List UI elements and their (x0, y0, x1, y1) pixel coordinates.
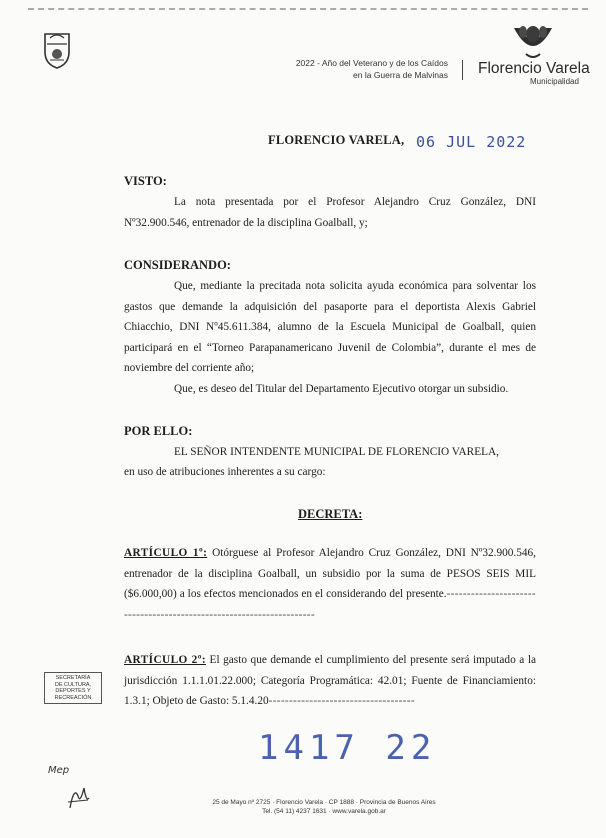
visto-text: La nota presentada por el Profesor Alejandro Cruz González, DNI Nº32.900.546, entrenador de la disciplina Goalball, y; (124, 196, 536, 229)
atribuciones-line: en uso de atribuciones inherentes a su cargo: (124, 466, 326, 478)
articulo-2-fill: ------------------------------------ (268, 695, 415, 707)
por-ello-heading: POR ELLO: (124, 424, 193, 438)
municipality-logo-icon (506, 24, 560, 62)
footer-address (190, 798, 458, 816)
handwritten-initials: Mep (48, 765, 70, 776)
considerando-paragraph-2: Que, es deseo del Titular del Departamento Ejecutivo otorgar un subsidio. (174, 383, 509, 395)
coat-of-arms-icon (42, 30, 72, 70)
articulo-1-fill: --------------------------------------------------------------------- (124, 588, 536, 621)
header-divider (462, 60, 463, 80)
articulo-2-title: ARTÍCULO 2º: (124, 654, 206, 666)
footer-line-2: Tel. (54 11) 4237 1631 · www.varela.gob.ar (262, 808, 386, 815)
signature-icon (66, 782, 92, 812)
motto-line-1: 2022 - Año del Veterano y de los Caídos (295, 58, 448, 68)
scan-top-border (28, 8, 588, 16)
footer-line-1: 25 de Mayo nº 2725 · Florencio Varela · CP 1888 · Provincia de Buenos Aires (212, 799, 436, 806)
articulo-2-text: El gasto que demande el cumplimiento del presente será imputado a la jurisdicción 1.1.1.01.22.000; Categoría Programática: 42.01; Fuente de Financiamiento: 1.3.1; Objeto de Gasto: 5.1.4.20 (124, 654, 536, 707)
articulo-1-text: Otórguese al Profesor Alejandro Cruz González, DNI Nº32.900.546, entrenador de la disciplina Goalball, un subsidio por la suma de PESOS SEIS MIL ($6.000,00) a los efectos mencionados en el considerando del presente. (124, 547, 536, 600)
visto-heading: VISTO: (124, 174, 167, 188)
stamp-line: DE CULTURA, (54, 681, 92, 688)
considerando-heading: CONSIDERANDO: (124, 258, 231, 272)
secretaria-stamp (44, 672, 102, 704)
decree-number: 1417 22 (258, 728, 437, 768)
articulo-2 (124, 650, 536, 712)
date-stamp: 06 JUL 2022 (416, 133, 527, 151)
stamp-line: DEPORTES Y (55, 688, 91, 694)
considerando-paragraph-1: Que, mediante la precitada nota solicita ayuda económica para solventar los gastos que demande la adquisición del pasaporte para el deportista Alexis Gabriel Chiacchio, DNI Nº45.611.384, alumno de la Escuela Municipal de Goalball, quien participará en el “Torneo Parapanamericano Juvenil de Colombia”, durante el mes de noviembre del corriente año; (124, 280, 536, 374)
articulo-1-title: ARTÍCULO 1º: (124, 547, 208, 559)
document-place: FLORENCIO VARELA, (268, 133, 405, 147)
logo-subtitle: Municipalidad (530, 77, 579, 86)
year-motto (296, 57, 448, 81)
stamp-line: SECRETARÍA (55, 675, 91, 681)
logo-name: Florencio Varela (478, 60, 590, 77)
motto-line-2: en la Guerra de Malvinas (353, 70, 448, 80)
stamp-line: RECREACIÓN (54, 694, 92, 701)
articulo-1 (124, 543, 536, 625)
intendente-line: EL SEÑOR INTENDENTE MUNICIPAL DE FLORENCIO VARELA, (174, 446, 499, 458)
decreta-heading: DECRETA: (298, 507, 363, 521)
